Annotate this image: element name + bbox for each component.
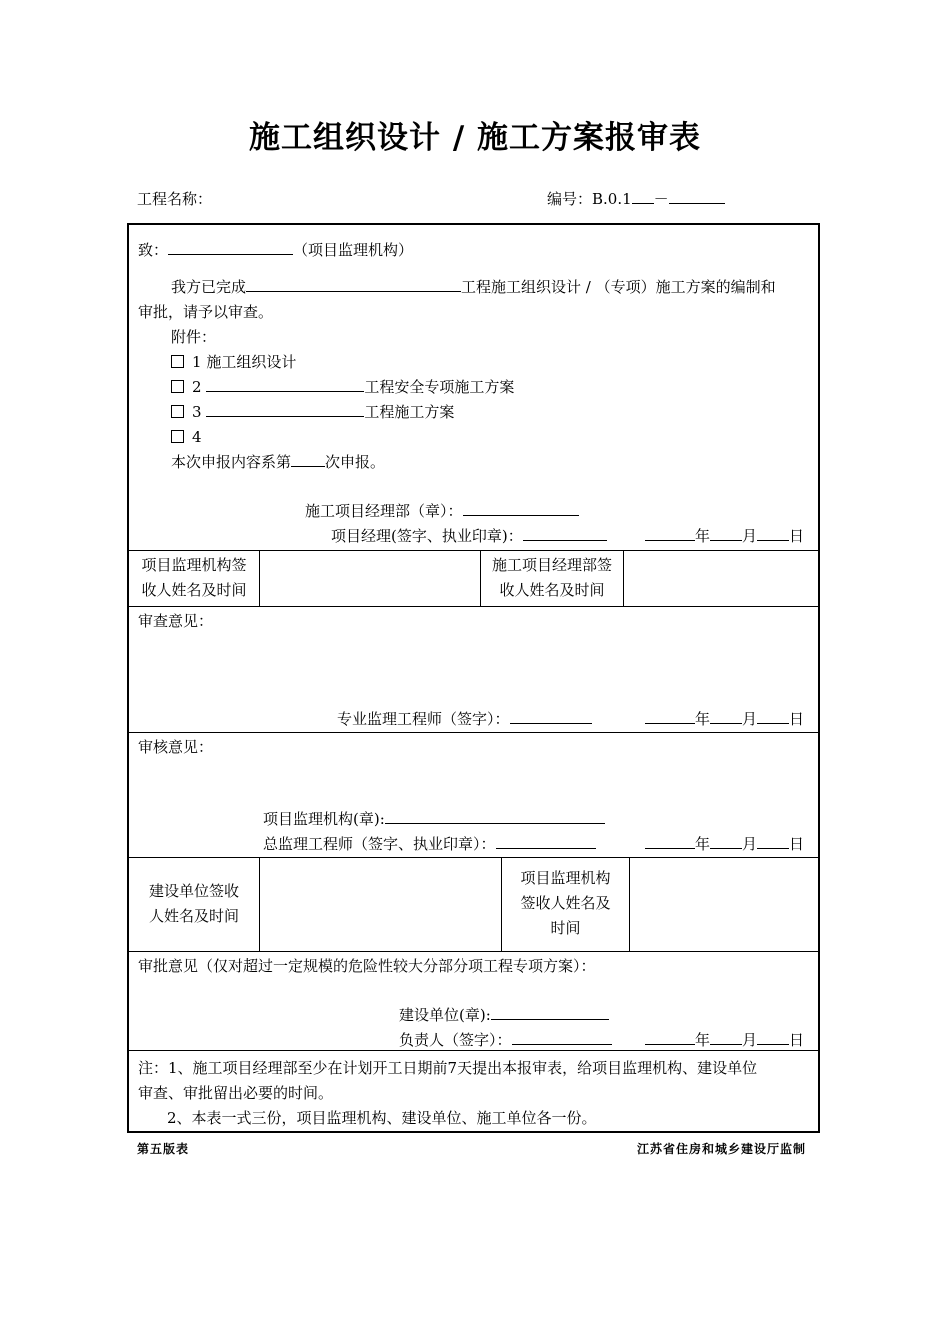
attachment-blank[interactable] (206, 377, 364, 392)
day-label: 日 (789, 835, 805, 853)
day-blank[interactable] (757, 834, 789, 849)
label-line: 施工项目经理部签 (491, 556, 612, 574)
org-seal-label: 项目监理机构(章): (263, 810, 385, 828)
divider (129, 1050, 818, 1051)
attachments-label: 附件： (171, 328, 217, 346)
responsible-sign-blank[interactable] (512, 1030, 612, 1045)
unit-seal-label: 建设单位(章): (399, 1006, 491, 1024)
month-blank[interactable] (710, 709, 742, 724)
to-line (138, 240, 413, 260)
attachment-num: 2 (192, 378, 202, 396)
attachment-text: 施工组织设计 (206, 353, 297, 371)
org-seal-blank[interactable] (385, 809, 605, 824)
receipt-input-owner[interactable] (260, 858, 501, 951)
date-line (645, 834, 804, 854)
month-blank[interactable] (710, 1030, 742, 1045)
year-label: 年 (695, 710, 711, 728)
number-blank-2[interactable] (669, 189, 725, 204)
year-label: 年 (695, 1031, 711, 1049)
audit-chief-line (263, 834, 596, 854)
date-line (645, 526, 804, 546)
year-blank[interactable] (645, 526, 695, 541)
intro-blank[interactable] (246, 277, 461, 292)
report-count-line (171, 452, 385, 472)
attachment-num: 3 (192, 403, 202, 421)
attachment-text: 工程安全专项施工方案 (364, 378, 515, 396)
note-line-3: 2、本表一式三份，项目监理机构、建设单位、施工单位各一份。 (167, 1109, 597, 1127)
number-separator: － (653, 190, 669, 208)
year-blank[interactable] (645, 834, 695, 849)
label-line: 人姓名及时间 (148, 907, 239, 925)
report-prefix: 本次申报内容系第 (171, 453, 292, 471)
audit-org-seal-line (263, 809, 605, 829)
day-blank[interactable] (757, 526, 789, 541)
year-label: 年 (695, 835, 711, 853)
receipt-input-supervision[interactable] (260, 551, 480, 606)
to-blank[interactable] (168, 240, 293, 255)
label-line: 项目监理机构签 (141, 556, 247, 574)
project-name-label: 工程名称： (137, 190, 213, 208)
attachment-item-2[interactable] (171, 377, 514, 397)
receipt-input-contractor[interactable] (624, 551, 818, 606)
form-number-label: 编号：B.0.1 (547, 190, 632, 208)
form-number (547, 188, 725, 209)
attachment-item-3[interactable] (171, 402, 454, 422)
intro-suffix: 工程施工组织设计 / （专项）施工方案的编制和 (461, 278, 776, 296)
audit-label: 审核意见： (138, 738, 214, 756)
attachment-blank[interactable] (206, 402, 364, 417)
footer-edition: 第五版表 (137, 1142, 190, 1156)
form-table (127, 223, 820, 1133)
note-line-1: 注：1、施工项目经理部至少在计划开工日期前7天提出本报审表，给项目监理机构、建设单位 (138, 1059, 758, 1077)
month-label: 月 (742, 527, 758, 545)
checkbox[interactable] (171, 430, 184, 443)
day-label: 日 (789, 527, 805, 545)
responsible-label: 负责人（签字）： (399, 1031, 512, 1049)
intro-line (171, 277, 776, 297)
approval-unit-seal-line (399, 1005, 609, 1025)
manager-sign-line (331, 526, 607, 546)
receipt-label-supervision (129, 553, 259, 603)
day-blank[interactable] (757, 1030, 789, 1045)
engineer-sign-blank[interactable] (510, 709, 592, 724)
day-label: 日 (789, 710, 805, 728)
label-line: 建设单位签收 (148, 882, 239, 900)
checkbox[interactable] (171, 405, 184, 418)
approval-responsible-line (399, 1030, 612, 1050)
number-blank-1[interactable] (632, 189, 654, 204)
label-line: 签收人姓名及 (520, 894, 611, 912)
checkbox[interactable] (171, 355, 184, 368)
label-line: 时间 (550, 919, 581, 937)
attachment-item-4[interactable] (171, 427, 202, 447)
chief-label: 总监理工程师（签字、执业印章）： (263, 835, 496, 853)
month-label: 月 (742, 1031, 758, 1049)
year-label: 年 (695, 527, 711, 545)
divider (129, 606, 818, 607)
approval-label: 审批意见（仅对超过一定规模的危险性较大分部分项工程专项方案）： (138, 957, 596, 975)
month-blank[interactable] (710, 834, 742, 849)
attachment-text: 工程施工方案 (364, 403, 455, 421)
intro-prefix: 我方已完成 (171, 278, 247, 296)
date-line (645, 1030, 804, 1050)
label-line: 收人姓名及时间 (141, 581, 247, 599)
attachment-num: 1 (192, 353, 202, 371)
footer-issuer: 江苏省住房和城乡建设厅监制 (636, 1142, 806, 1156)
label-line: 收人姓名及时间 (499, 581, 605, 599)
label-line: 项目监理机构 (520, 869, 611, 887)
note-line-2: 审查、审批留出必要的时间。 (138, 1084, 334, 1102)
report-count-blank[interactable] (291, 452, 325, 467)
day-label: 日 (789, 1031, 805, 1049)
month-blank[interactable] (710, 526, 742, 541)
manager-sign-blank[interactable] (523, 526, 607, 541)
month-label: 月 (742, 835, 758, 853)
receipt-label-owner (129, 879, 259, 929)
attachment-item-1[interactable] (171, 352, 296, 372)
month-label: 月 (742, 710, 758, 728)
year-blank[interactable] (645, 709, 695, 724)
review-label: 审查意见： (138, 612, 214, 630)
receipt-label-contractor (481, 553, 623, 603)
review-engineer-line (337, 709, 592, 729)
unit-seal-blank[interactable] (491, 1005, 609, 1020)
page-title: 施工组织设计 / 施工方案报审表 (249, 120, 701, 156)
divider (129, 732, 818, 733)
report-suffix: 次申报。 (325, 453, 386, 471)
date-line (645, 709, 804, 729)
intro-line-2: 审批，请予以审查。 (138, 303, 274, 321)
dept-seal-blank[interactable] (463, 501, 579, 516)
receipt-input-supervision-2[interactable] (630, 858, 818, 951)
manager-sign-label: 项目经理(签字、执业印章)： (331, 527, 523, 545)
attachment-num: 4 (192, 428, 202, 446)
day-blank[interactable] (757, 709, 789, 724)
to-label: 致： (138, 241, 169, 259)
receipt-label-supervision-2 (502, 866, 629, 941)
chief-sign-blank[interactable] (496, 834, 596, 849)
to-suffix: （项目监理机构） (293, 241, 414, 259)
year-blank[interactable] (645, 1030, 695, 1045)
engineer-label: 专业监理工程师（签字）： (337, 710, 510, 728)
checkbox[interactable] (171, 380, 184, 393)
dept-seal-line (305, 501, 579, 521)
divider (129, 951, 818, 952)
dept-seal-label: 施工项目经理部（章）： (305, 502, 463, 520)
